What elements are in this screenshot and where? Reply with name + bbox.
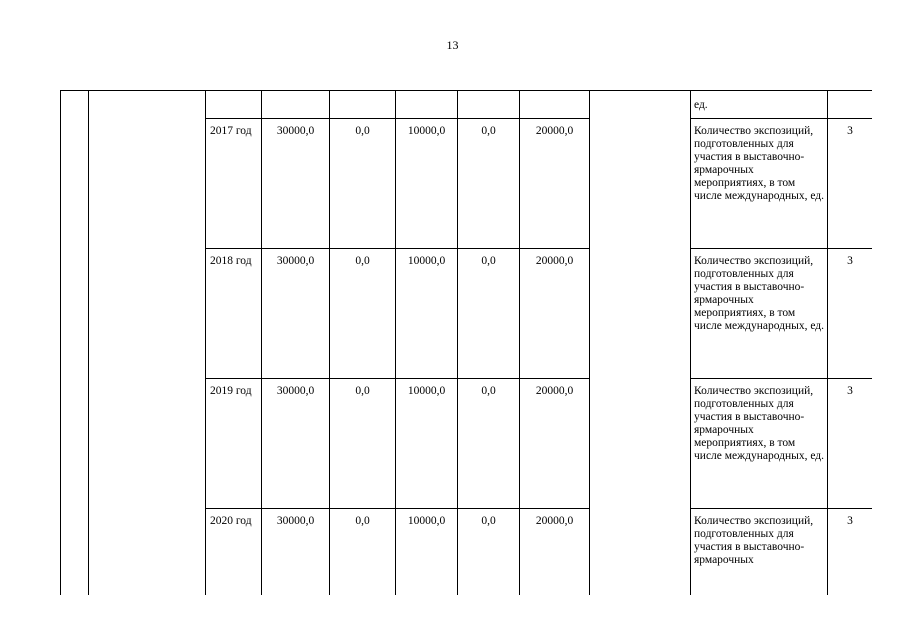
total-cell: 30000,0 — [262, 119, 330, 249]
extra-budget-cell: 20000,0 — [520, 379, 590, 509]
indicator-cell: Количество экспозиций, подготовленных для участия в выставочно-ярмарочных мероприятиях, в том числе международных, ед. — [691, 249, 828, 379]
col-name-cell — [89, 91, 206, 596]
local-cell: 0,0 — [458, 379, 520, 509]
target-cell: 3 — [828, 379, 873, 509]
program-table — [60, 90, 872, 595]
total-cell: 30000,0 — [262, 379, 330, 509]
year-cell: 2018 год — [206, 249, 262, 379]
table-frame — [60, 90, 872, 595]
target-cell: 3 — [828, 249, 873, 379]
indicator-cell: Количество экспозиций, подготовленных для участия в выставочно-ярмарочных мероприятиях, в том числе международных, ед. — [691, 379, 828, 509]
indicator-cell: Количество экспозиций, подготовленных для участия в выставочно-ярмарочных — [691, 509, 828, 596]
federal-cell — [330, 91, 396, 119]
year-cell: 2020 год — [206, 509, 262, 596]
total-cell — [262, 91, 330, 119]
col-number-cell — [61, 91, 89, 596]
year-cell — [206, 91, 262, 119]
federal-cell: 0,0 — [330, 509, 396, 596]
target-cell: 3 — [828, 509, 873, 596]
regional-cell: 10000,0 — [396, 249, 458, 379]
page-number: 13 — [446, 38, 459, 52]
extra-budget-cell: 20000,0 — [520, 509, 590, 596]
federal-cell: 0,0 — [330, 249, 396, 379]
target-cell — [828, 91, 873, 119]
local-cell — [458, 91, 520, 119]
total-cell: 30000,0 — [262, 509, 330, 596]
table-row-continuation — [61, 91, 873, 119]
indicator-cell: Количество экспозиций, подготовленных для участия в выставочно-ярмарочных мероприятиях, в том числе международных, ед. — [691, 119, 828, 249]
local-cell: 0,0 — [458, 119, 520, 249]
extra-budget-cell: 20000,0 — [520, 249, 590, 379]
executor-cell — [590, 91, 691, 596]
regional-cell — [396, 91, 458, 119]
extra-budget-cell — [520, 91, 590, 119]
extra-budget-cell: 20000,0 — [520, 119, 590, 249]
year-cell: 2017 год — [206, 119, 262, 249]
federal-cell: 0,0 — [330, 379, 396, 509]
regional-cell: 10000,0 — [396, 509, 458, 596]
regional-cell: 10000,0 — [396, 119, 458, 249]
regional-cell: 10000,0 — [396, 379, 458, 509]
year-cell: 2019 год — [206, 379, 262, 509]
local-cell: 0,0 — [458, 509, 520, 596]
target-cell: 3 — [828, 119, 873, 249]
indicator-cell: ед. — [691, 91, 828, 119]
local-cell: 0,0 — [458, 249, 520, 379]
total-cell: 30000,0 — [262, 249, 330, 379]
federal-cell: 0,0 — [330, 119, 396, 249]
